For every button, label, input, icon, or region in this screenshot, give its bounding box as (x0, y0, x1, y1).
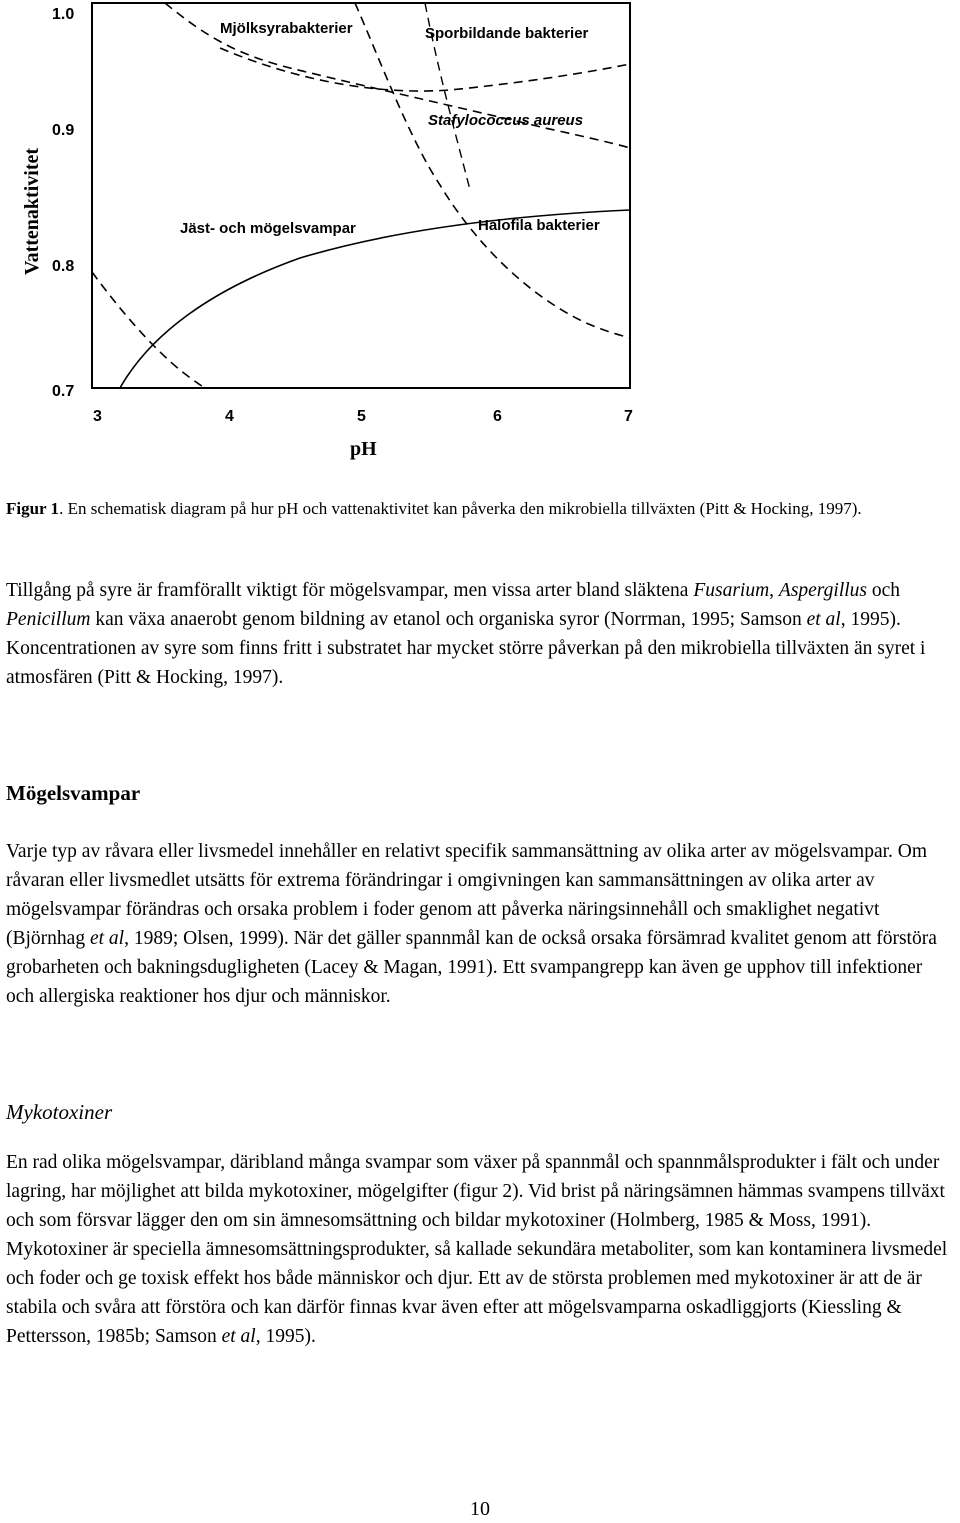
y-axis-label-wrap (16, 120, 46, 280)
para1-et-al: et al (806, 609, 841, 630)
genus-penicillum: Penicillum (6, 609, 91, 630)
para2-text-1: Varje typ av råvara eller livsmedel innehåller en relativt specifik sammansättning av olika arter av mögelsvampar. Om råvaran eller livsmedlet utsätts för extrema förändringar i omgivningen kan sammansättningen av olika arter av mögelsvampar förändras och orsaka problem i foder genom att påverka näringsinnehåll och smaklighet negativt (Björnhag (6, 841, 928, 949)
heading-mykotoxiner: Mykotoxiner (6, 1100, 113, 1124)
x-tick-5: 5 (357, 408, 366, 425)
figure-diagram (0, 0, 960, 470)
caption-text: . En schematisk diagram på hur pH och vattenaktivitet kan påverka den mikrobiella tillväxten (Pitt & Hocking, 1997). (59, 499, 862, 518)
label-lactic: Mjölksyrabakterier (220, 20, 353, 37)
caption-label: Figur 1 (6, 499, 60, 518)
x-axis-label: pH (350, 438, 377, 460)
para1-text-3: och (867, 580, 901, 601)
x-tick-3: 3 (93, 408, 102, 425)
para2-et-al: et al (89, 928, 125, 949)
label-yeast: Jäst- och mögelsvampar (180, 220, 356, 237)
plot-frame (92, 3, 630, 388)
spore-curve (220, 48, 630, 91)
para1-text-5: , 1995). Koncentrationen av syre som finns fritt i substratet har mycket större påverkan på den mikrobiella tillväxten än syret i atmosfären (Pitt & Hocking, 1997). (6, 609, 926, 688)
x-tick-6: 6 (493, 408, 502, 425)
genus-aspergillus: Aspergillus (778, 580, 868, 601)
para1-text-2: , (769, 580, 779, 601)
label-spore: Sporbildande bakterier (425, 25, 589, 42)
label-staph: Stafylococcus aureus (428, 112, 584, 129)
x-tick-7: 7 (624, 408, 633, 425)
page-number: 10 (470, 1498, 490, 1520)
figure-caption (6, 496, 936, 521)
para3-et-al: et al (221, 1326, 256, 1347)
label-halo: Halofila bakterier (478, 217, 600, 234)
para1-text-1: Tillgång på syre är framförallt viktigt för mögelsvampar, men vissa arter bland släktena (6, 580, 694, 601)
diagram-svg (0, 0, 960, 470)
x-tick-4: 4 (225, 408, 234, 425)
yeast-curve (92, 272, 205, 388)
para1-text-4: kan växa anaerobt genom bildning av etanol och organiska syror (Norrman, 1995; Samson (90, 609, 807, 630)
para3-text-2: , 1995). (255, 1326, 316, 1347)
paragraph-mogelsvampar (6, 837, 951, 1011)
y-tick-0-7: 0.7 (52, 383, 75, 400)
heading-mogelsvampar: Mögelsvampar (6, 781, 141, 805)
staph-curve (355, 3, 630, 338)
para2-text-2: , 1989; Olsen, 1999). När det gäller spannmål kan de också orsaka försämrad kvalitet genom att förstöra grobarheten och bakningsdugligheten (Lacey & Magan, 1991). Ett svampangrepp kan även ge upphov till infektioner och allergiska reaktioner hos djur och människor. (6, 928, 937, 1007)
y-tick-0-9: 0.9 (52, 122, 75, 139)
y-tick-0-8: 0.8 (52, 258, 75, 275)
y-tick-1-0: 1.0 (52, 6, 75, 23)
para3-text-1: En rad olika mögelsvampar, däribland många svampar som växer på spannmål och spannmålsprodukter i fält och under lagring, har möjlighet att bilda mykotoxiner, mögelgifter (figur 2). Vid brist på näringsämnen hämmas svampens tillväxt och som försvar lägger den om sin ämnesomsättning och bildar mykotoxiner (Holmberg, 1985 & Moss, 1991). Mykotoxiner är speciella ämnesomsättningsprodukter, så kallade sekundära metaboliter, som kan kontaminera livsmedel och foder och ge toxisk effekt hos både människor och djur. Ett av de största problemen med mykotoxiner är att de är stabila och svåra att förstöra och kan därför finnas kvar även efter att mögelsvamparna oskadliggjorts (Kiessling & Pettersson, 1985b; Samson (6, 1152, 948, 1347)
genus-fusarium: Fusarium (693, 580, 770, 601)
paragraph-mykotoxiner (6, 1148, 951, 1351)
paragraph-oxygen (6, 576, 951, 692)
y-axis-label: Vattenaktivitet (21, 147, 43, 275)
